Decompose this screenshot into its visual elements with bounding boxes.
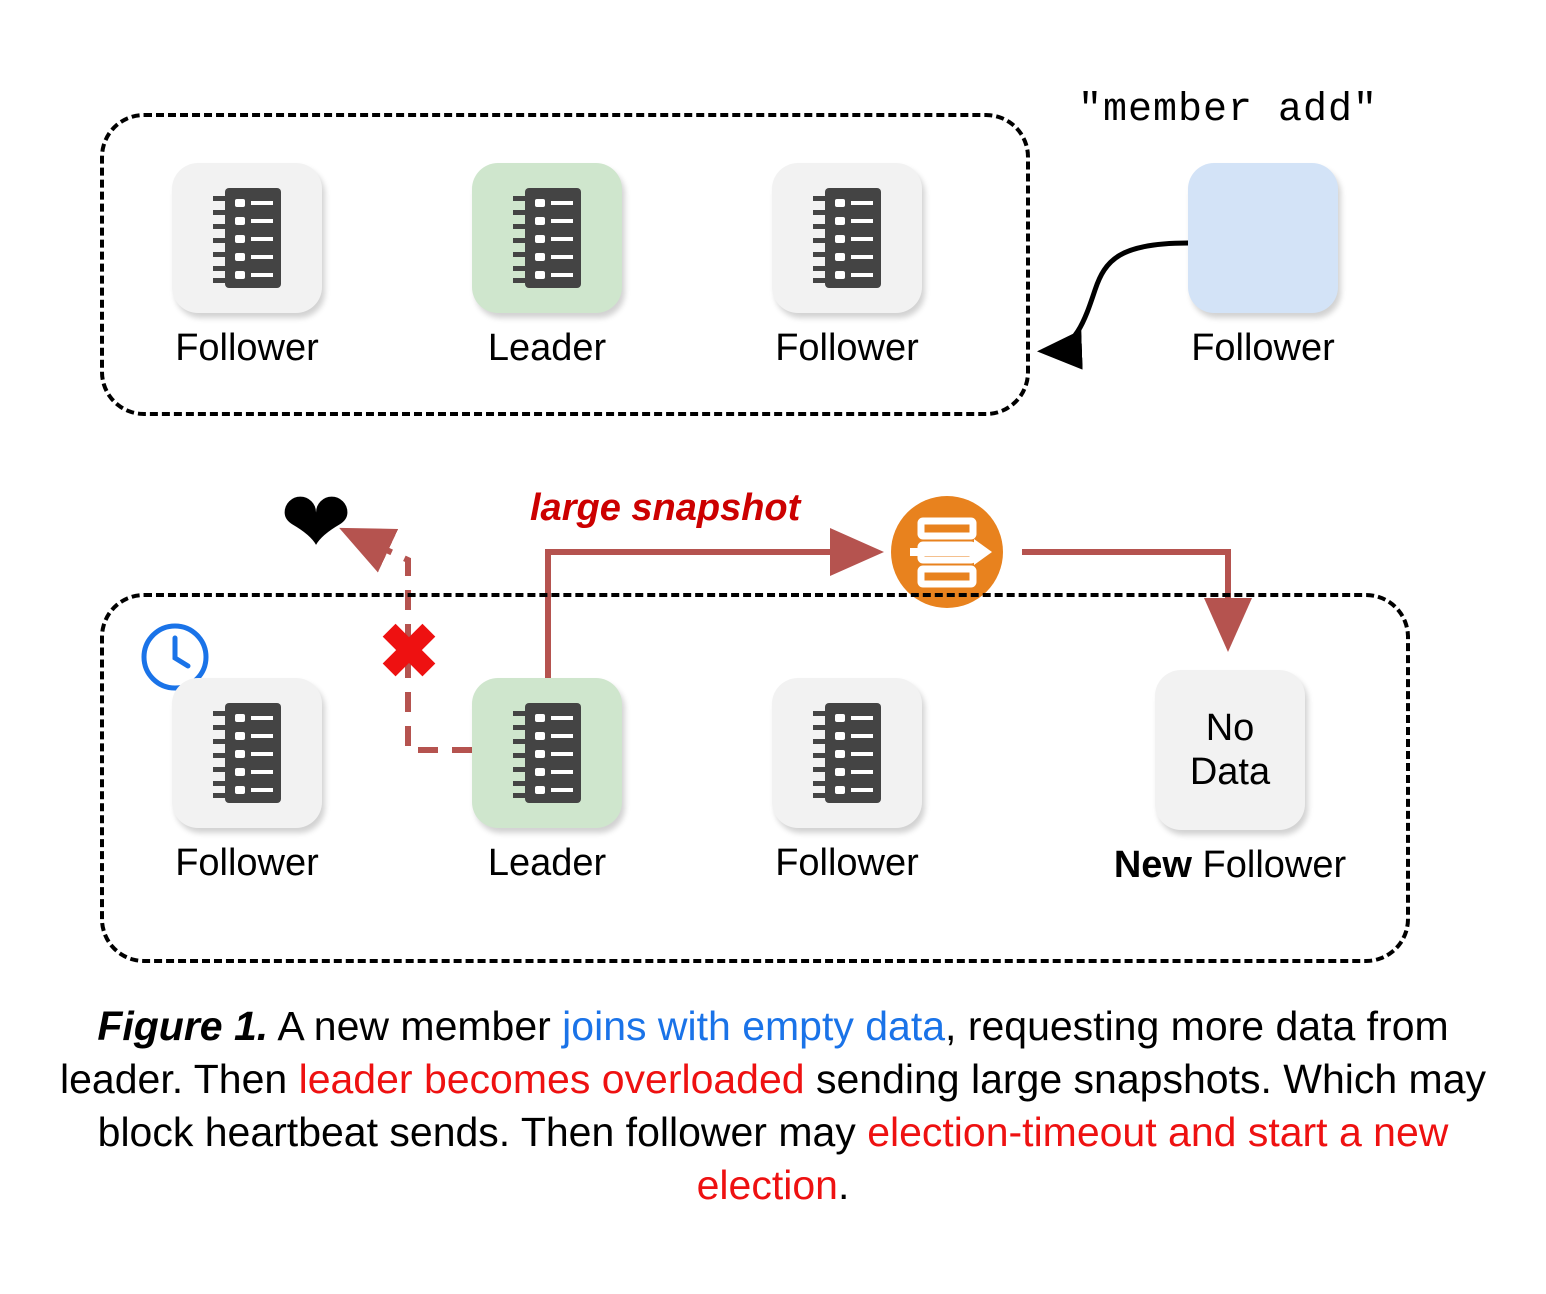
new-member-tile (1188, 163, 1338, 313)
caption-segment: leader becomes overloaded (298, 1056, 805, 1102)
node-bottom-follower-2[interactable] (772, 678, 922, 886)
caption-segment: joins with empty data (562, 1003, 946, 1049)
node-top-follower-2[interactable] (772, 163, 922, 371)
server-icon (799, 186, 895, 290)
server-icon (499, 186, 595, 290)
node-label: Leader (487, 842, 607, 884)
server-tile (472, 678, 622, 828)
heartbeat-icon: ❤ (280, 475, 353, 571)
node-label: Follower (775, 842, 919, 884)
caption-segment: A new member (268, 1003, 563, 1049)
node-new-follower[interactable] (1113, 670, 1347, 888)
figure-caption (60, 1000, 1486, 1212)
server-icon (199, 186, 295, 290)
member-add-label: "member add" (1078, 88, 1379, 133)
server-tile (172, 163, 322, 313)
no-data-line-1: No (1205, 707, 1255, 749)
node-label: Follower (1191, 327, 1335, 369)
node-joining-follower[interactable] (1188, 163, 1338, 371)
server-icon (199, 701, 295, 805)
node-top-leader[interactable] (472, 163, 622, 371)
caption-segment: election-timeout and start a new election (696, 1109, 1449, 1208)
no-data-text (1190, 706, 1270, 794)
node-label: Follower (175, 842, 319, 884)
server-tile (172, 678, 322, 828)
caption-segment: . (837, 1162, 850, 1208)
node-top-follower-1[interactable] (172, 163, 322, 371)
new-follower-role: Follower (1191, 844, 1347, 886)
figure-caption-body (60, 1003, 1486, 1208)
figure-number: Figure 1. (97, 1003, 269, 1049)
node-bottom-follower-1[interactable] (172, 678, 322, 886)
node-bottom-leader[interactable] (472, 678, 622, 886)
caption-segment: , requesting more data from leader. Then (60, 1003, 1449, 1102)
blocked-x-icon: ✖ (378, 610, 441, 693)
node-label (1080, 842, 1380, 888)
new-badge: New (1113, 844, 1192, 886)
node-label: Leader (487, 327, 607, 369)
caption-segment: sending large snapshots. Which may block heartbeat sends. Then follower may (97, 1056, 1486, 1155)
server-tile (772, 163, 922, 313)
node-label: Follower (775, 327, 919, 369)
node-label: Follower (175, 327, 319, 369)
server-icon (499, 701, 595, 805)
no-data-tile (1155, 670, 1305, 830)
server-tile (472, 163, 622, 313)
server-icon (799, 701, 895, 805)
no-data-line-2: Data (1189, 751, 1271, 793)
member-add-arrow (1047, 243, 1188, 351)
server-tile (772, 678, 922, 828)
large-snapshot-label: large snapshot (530, 487, 801, 529)
